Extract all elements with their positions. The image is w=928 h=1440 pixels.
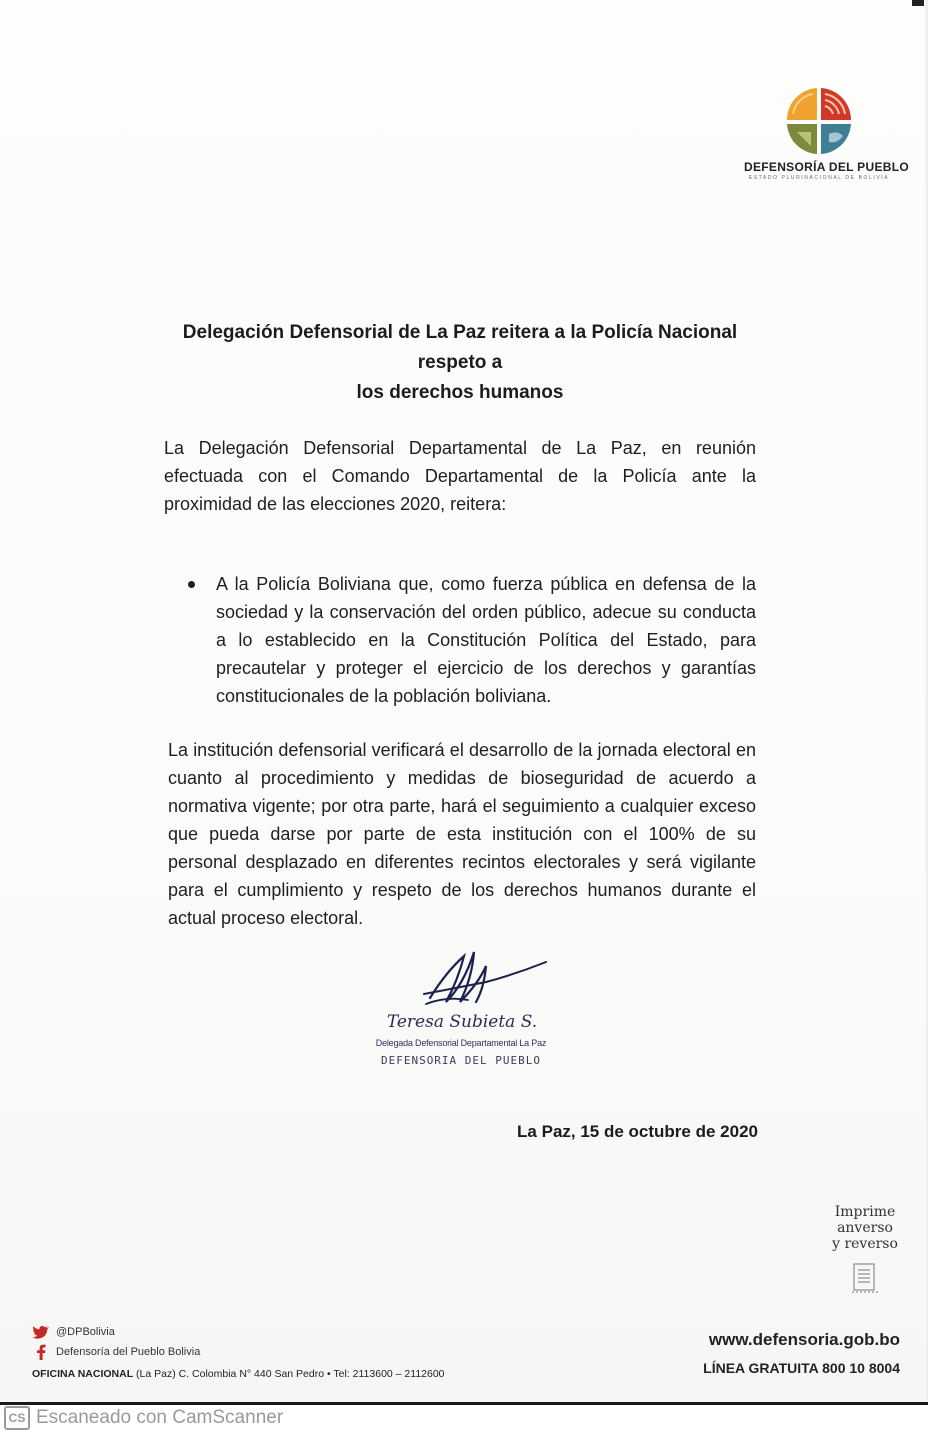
- print-note-line-2: anverso: [837, 1220, 893, 1236]
- signatory-name: Teresa Subieta S.: [386, 1012, 538, 1032]
- page-bottom-rule: [0, 1402, 928, 1405]
- title-line-1: Delegación Defensorial de La Paz reitera a la Policía Nacional respeto a: [182, 322, 738, 373]
- camscanner-watermark: [4, 1406, 283, 1430]
- document-date: La Paz, 15 de octubre de 2020: [517, 1122, 758, 1141]
- title-line-2: los derechos humanos: [356, 382, 564, 403]
- logo-subtitle: ESTADO PLURINACIONAL DE BOLIVIA: [748, 175, 890, 181]
- intro-paragraph: La Delegación Defensorial Departamental de La Paz, en reunión efectuada con el Comando Departamental de la Policía ante la proximidad de las elecciones 2020, reitera:: [164, 438, 756, 514]
- handwritten-signature: [416, 944, 556, 1010]
- logo-name: DEFENSORÍA DEL PUEBLO: [744, 160, 909, 174]
- camscanner-logo-icon: CS: [4, 1406, 30, 1430]
- website-link[interactable]: www.defensoria.gob.bo: [708, 1330, 900, 1349]
- office-address: [32, 1368, 445, 1380]
- signatory-organization: DEFENSORIA DEL PUEBLO: [380, 1054, 542, 1067]
- print-note-line-1: Imprime: [834, 1204, 896, 1220]
- body-paragraph: La institución defensorial verificará el desarrollo de la jornada electoral en cuanto al procedimiento y medidas de bioseguridad de acuerdo a normativa vigente; por otra parte, hará el seguimiento a cualquier exceso que pueda darse por parte de esta institución con el 100% de su personal desplazado en diferentes recintos electorales y será vigilante para el cumplimiento y respeto de los derechos humanos durante el actual proceso electoral.: [168, 740, 756, 928]
- footer-contacts: [32, 1322, 445, 1380]
- bullet-dot-icon: [188, 581, 195, 588]
- defensoria-logo: [744, 84, 909, 181]
- document-title: [160, 318, 760, 408]
- twitter-handle: @DPBolivia: [56, 1326, 115, 1338]
- double-sided-print-icon: [850, 1262, 880, 1294]
- twitter-icon: [32, 1324, 50, 1340]
- bullet-item: A la Policía Boliviana que, como fuerza pública en defensa de la sociedad y la conservación del orden público, adecue su conducta a lo establecido en la Constitución Política del Estado, para precautelar y proteger el ejercicio de los derechos y garantías constitucionales de la población boliviana.: [216, 574, 756, 706]
- facebook-contact[interactable]: [32, 1342, 445, 1362]
- hotline-number: LÍNEA GRATUITA 800 10 8004: [703, 1360, 900, 1376]
- facebook-page-name: Defensoría del Pueblo Bolivia: [56, 1346, 201, 1358]
- signatory-role: Delegada Defensorial Departamental La Paz: [375, 1038, 547, 1048]
- scan-edge-shadow: [924, 0, 928, 1400]
- watermark-text: Escaneado con CamScanner: [36, 1407, 284, 1428]
- footer-links: [660, 1330, 900, 1376]
- office-label: OFICINA NACIONAL: [32, 1368, 134, 1380]
- office-detail: (La Paz) C. Colombia N° 440 San Pedro • Tel: 2113600 – 2112600: [133, 1368, 445, 1380]
- twitter-contact[interactable]: [32, 1322, 445, 1342]
- defensoria-emblem-icon: [787, 84, 851, 156]
- print-note: [810, 1204, 920, 1252]
- print-note-line-3: y reverso: [832, 1236, 898, 1252]
- facebook-icon: [32, 1344, 50, 1360]
